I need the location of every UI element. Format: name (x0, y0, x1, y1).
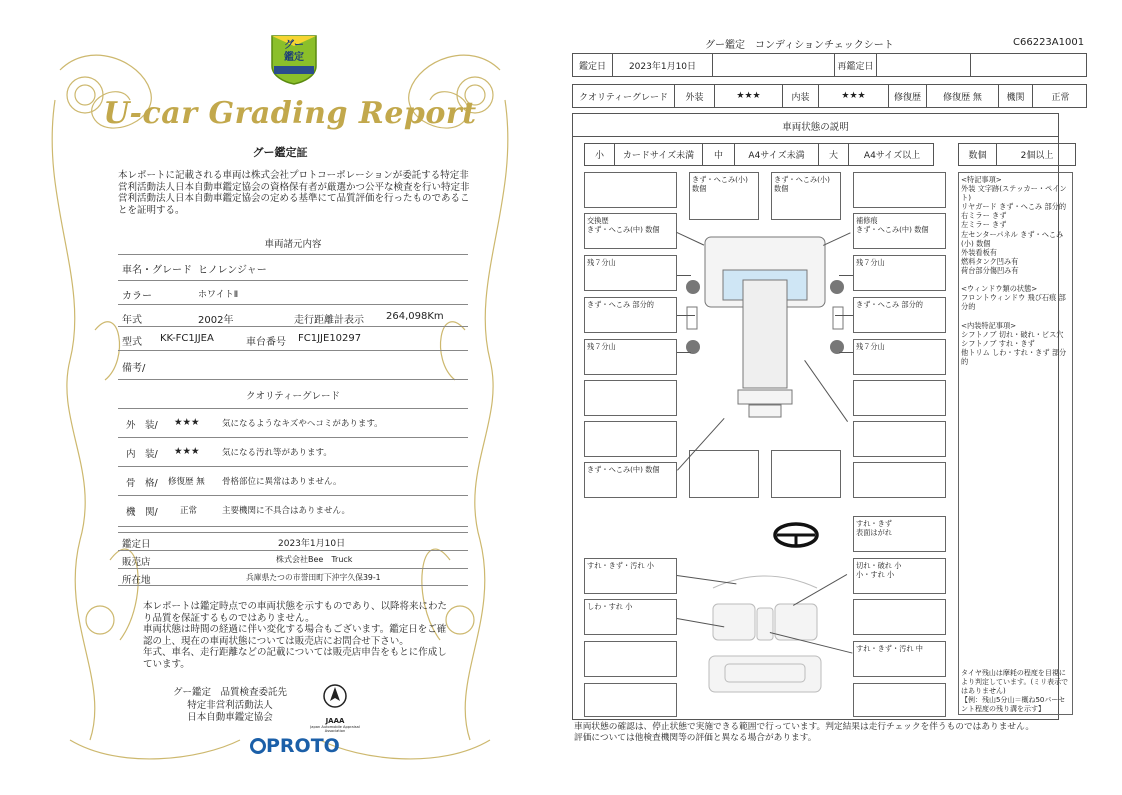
reappraisal-label-cell: 再鑑定日 (835, 54, 877, 76)
size-large-cell: 大 (819, 144, 849, 165)
grade-row (118, 437, 468, 466)
interior-value-cell: ★★★ (819, 85, 889, 107)
certificate-body: 本レポートに記載される車両は株式会社プロトコーポレーションが委託する特定非営利活動法人日本自動車鑑定協会の資格保有者が厳選かつ公平な検査を行い特定非営利活動法人日本自動車鑑定協会の定める基準にて品質評価を行ったものであることを証明する。 (118, 170, 470, 216)
exterior-box (689, 450, 759, 498)
grade-row (118, 408, 468, 437)
address-row (118, 568, 468, 586)
vehicle-remarks-label: 備考/ (122, 363, 146, 374)
leader-line (677, 275, 691, 276)
jaaa-emblem-icon (322, 683, 348, 713)
grade-desc: 気になるようなキズやヘコミがあります。 (222, 419, 383, 429)
exterior-box (771, 450, 841, 498)
shop-value: 株式会社Bee Truck (276, 555, 353, 564)
vehicle-year-label: 年式 (122, 315, 142, 326)
grade-label: 外 装/ (126, 420, 158, 431)
grade-label: 骨 格/ (126, 478, 158, 489)
chassis-value: FC1JJE10297 (298, 333, 362, 344)
size-mid-desc-cell: A4サイズ未満 (735, 144, 819, 165)
date-value-cell: 2023年1月10日 (613, 54, 713, 76)
shop-label: 販売店 (122, 557, 151, 568)
interior-box (584, 641, 677, 677)
exterior-box (584, 380, 677, 416)
vehicle-section-title: 車両諸元内容 (264, 239, 322, 250)
exterior-value-cell: ★★★ (715, 85, 783, 107)
exterior-box: 交換歴 きず・へこみ(中) 数個 (584, 213, 677, 249)
exterior-box (853, 421, 946, 457)
grade-value: 修復歴 無 (168, 477, 205, 487)
proto-label: PROTO (266, 735, 340, 757)
badge-label: グー 鑑定 (284, 40, 304, 63)
interior-box (853, 599, 946, 635)
exterior-box: きず・へこみ 部分的 (853, 297, 946, 333)
date-label-cell: 鑑定日 (573, 54, 613, 76)
repair-value-cell: 修復歴 無 (927, 85, 999, 107)
size-small-desc-cell: カードサイズ未満 (615, 144, 703, 165)
interior-label-cell: 内装 (783, 85, 819, 107)
date-blank-cell (713, 54, 835, 76)
interior-box: しわ・すれ 小 (584, 599, 677, 635)
leader-line (677, 315, 695, 316)
grade-row (118, 495, 468, 527)
grade-row (118, 466, 468, 495)
size-large-desc-cell: A4サイズ以上 (863, 151, 921, 161)
size-mid-cell: 中 (703, 144, 735, 165)
leader-line (839, 352, 853, 353)
exterior-box: きず・へこみ(中) 数個 (584, 462, 677, 498)
vehicle-name-label: 車名・グレード (122, 265, 192, 276)
shop-row (118, 550, 468, 568)
exterior-box: 残７分山 (853, 339, 946, 375)
interior-box: すれ・きず 表面はがれ (853, 516, 946, 552)
chassis-label: 車台番号 (246, 337, 286, 348)
special-notes-panel (958, 172, 1073, 715)
exterior-box (584, 172, 677, 208)
interior-box: すれ・きず・汚れ 中 (853, 641, 946, 677)
grade-value: ★★★ (174, 446, 200, 457)
inspection-org: グー鑑定 品質検査委託先 特定非営利活動法人 日本自動車鑑定協会 (172, 687, 287, 723)
exterior-label-cell: 外装 (675, 85, 715, 107)
interior-box (853, 683, 946, 717)
interior-seat-diagram (705, 568, 825, 698)
vehicle-year-value: 2002年 (198, 315, 234, 326)
exterior-box: 残７分山 (584, 339, 677, 375)
exterior-box: きず・へこみ 部分的 (584, 297, 677, 333)
vehicle-remarks-row (118, 350, 468, 379)
quality-section-title: クオリティーグレード (245, 391, 341, 402)
vehicle-year-row (118, 304, 468, 326)
interior-box: 切れ・破れ 小 小・すれ 小 (853, 558, 946, 594)
exterior-box: 残７分山 (584, 255, 677, 291)
grade-desc: 骨格部位に異常はありません。 (222, 477, 342, 487)
condition-section-title: 車両状態の説明 (573, 114, 1058, 137)
certificate-title: グー鑑定証 (252, 146, 308, 159)
leader-line (835, 315, 853, 316)
reappraisal-extra-cell (971, 54, 1088, 76)
count-value-cell: 2個以上 (1020, 151, 1054, 161)
disclaimer-note: 本レポートは鑑定時点での車両状態を示すものであり、以降将来にわたり品質を保証するものではありません。 車両状態は時間の経過に伴い変化する場合もございます。鑑定日をご確認の上、現在の車両状態については販売店にお問合せ下さい。 年式、車名、走行距離などの記載については販売店申告をもとに作成しています。 (143, 601, 448, 670)
document-id: C66223A1001 (1013, 37, 1085, 48)
truck-top-view-diagram (683, 225, 849, 420)
grading-report-page (0, 0, 560, 795)
size-small-cell: 小 (585, 144, 615, 165)
leader-line (839, 275, 853, 276)
appraisal-date-value: 2023年1月10日 (278, 539, 346, 549)
leader-line (677, 352, 691, 353)
jaaa-subtitle: Japan Automobile Appraisal Association (310, 725, 360, 733)
report-script-title: U-car Grading Report (103, 96, 477, 131)
appraisal-date-label: 鑑定日 (122, 539, 151, 550)
jaaa-logo (300, 683, 370, 733)
condition-check-sheet (565, 0, 1122, 795)
exterior-box (853, 380, 946, 416)
count-legend-table (958, 143, 1076, 166)
grade-desc: 気になる汚れ等があります。 (222, 448, 332, 458)
tire-note: タイヤ残山は摩耗の程度を目視により判定しています。(ミリ表示ではありません) 【例：残山5分山＝概ね50パーセント程度の残り溝を示す】 (961, 669, 1069, 713)
vehicle-color-value: ホワイトⅡ (198, 290, 239, 300)
address-value: 兵庫県たつの市誉田町下沖字久保39-1 (246, 573, 381, 582)
engine-value-cell: 正常 (1051, 92, 1070, 103)
vehicle-color-row (118, 280, 468, 304)
grade-value: 正常 (180, 506, 198, 516)
vehicle-name-row (118, 254, 468, 280)
exterior-box (853, 462, 946, 498)
exterior-box: きず・へこみ(小) 数個 (771, 172, 841, 220)
mileage-value: 264,098Km (386, 311, 444, 322)
repair-label-cell: 修復歴 (889, 85, 927, 107)
quality-grade-table (572, 84, 1087, 108)
vehicle-color-label: カラー (122, 291, 152, 302)
special-notes-text: <特記事項> 外装 文字跡(ステッカー・ペイント) リヤガード きず・へこみ 部分的 右ミラー きず 左ミラー きず 左センターパネル きず・へこみ(小) 数個 外装看板有 燃料タンク凹み有 荷台部分傷凹み有 <ウィンドウ類の状態> フロントウィンドウ 飛び石痕 部分的 <内装特記事項> シフトノブ 切れ・破れ・ビス穴 シフトノブ すれ・きず 他トリム しわ・すれ・きず 部分的 (961, 175, 1067, 366)
interior-box (584, 683, 677, 717)
appraisal-date-row (118, 532, 468, 550)
engine-label-cell: 機関 (999, 85, 1033, 107)
vehicle-name-value: ヒノレンジャー (198, 265, 267, 276)
exterior-box: 残７分山 (853, 255, 946, 291)
grade-value: ★★★ (174, 417, 200, 428)
address-label: 所在地 (122, 575, 151, 586)
count-label-cell: 数個 (959, 144, 997, 165)
qg-label-cell: クオリティーグレード (573, 85, 675, 107)
exterior-box: 補修痕 きず・へこみ(中) 数個 (853, 213, 946, 249)
footer-note: 車両状態の確認は、停止状態で実施できる範囲で行っています。判定結果は走行チェックを伴うものではありません。 評価については他検査機関等の評価と異なる場合があります。 (574, 722, 1035, 743)
appraisal-date-table (572, 53, 1087, 77)
steering-wheel-icon (772, 520, 820, 550)
proto-mark-icon (250, 738, 266, 754)
vehicle-model-value: KK-FC1JJEA (160, 333, 214, 344)
grade-label: 内 装/ (126, 449, 158, 460)
proto-logo (250, 735, 340, 757)
vehicle-model-label: 型式 (122, 337, 142, 348)
size-legend-table (584, 143, 934, 166)
interior-box: すれ・きず・汚れ 小 (584, 558, 677, 594)
jaaa-label: JAAA (325, 717, 345, 725)
grade-label: 機 関/ (126, 507, 158, 518)
reappraisal-value-cell (877, 54, 971, 76)
exterior-box: きず・へこみ(小) 数個 (689, 172, 759, 220)
exterior-box (584, 421, 677, 457)
vehicle-model-row (118, 326, 468, 350)
sheet-title: グー鑑定 コンディションチェックシート (705, 40, 894, 51)
grade-desc: 主要機関に不具合はありません。 (222, 506, 351, 516)
exterior-box (853, 172, 946, 208)
mileage-label: 走行距離計表示 (294, 315, 364, 326)
quality-section-row (118, 379, 468, 408)
